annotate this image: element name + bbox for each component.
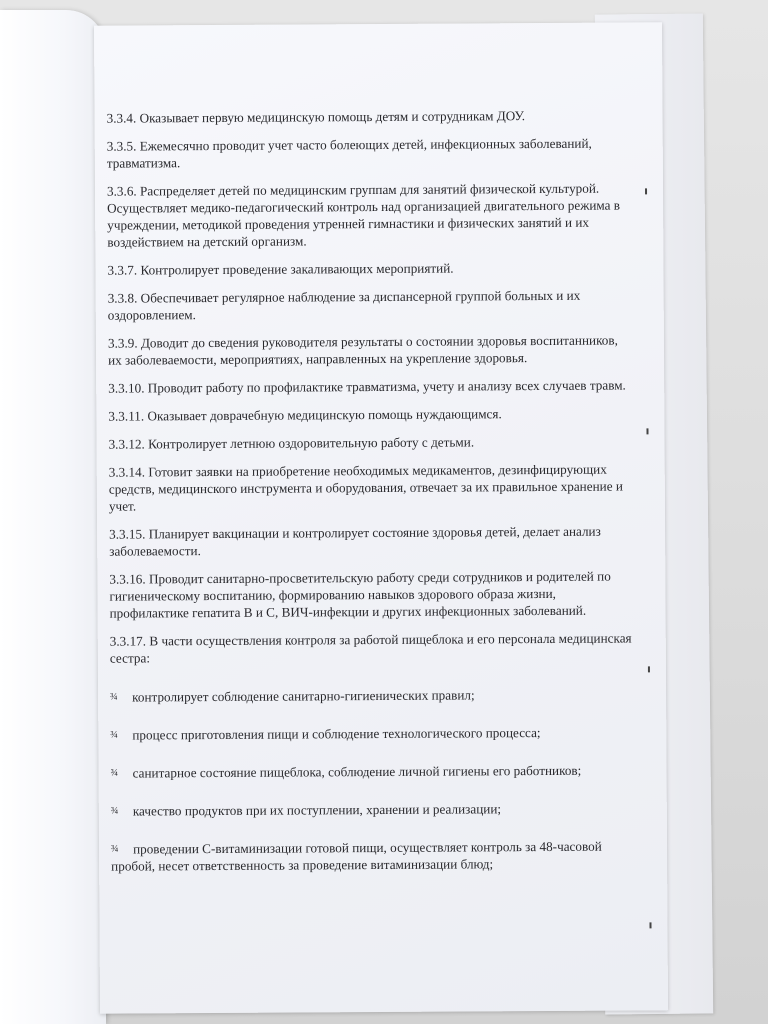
paragraph-3-3-17: 3.3.17. В части осуществления контроля за работой пищеблока и его персонала медицинская сестра: (109, 630, 632, 666)
bullet-marker: ¾ (110, 767, 119, 779)
paragraph-3-3-11: 3.3.11. Оказывает доврачебную медицинскую помощь нуждающимся. (108, 406, 502, 424)
margin-tick-mark (649, 922, 651, 928)
paragraph-3-3-15: 3.3.15. Планирует вакцинации и контролирует состояние здоровья детей, делает анализ заболеваемости. (109, 523, 601, 559)
paragraph-3-3-10: 3.3.10. Проводит работу по профилактике травматизма, учету и анализу всех случаев травм. (108, 377, 626, 396)
margin-tick-mark (646, 428, 648, 434)
bullet-marker: ¾ (110, 691, 118, 703)
paragraph-3-3-6: 3.3.6. Распределяет детей по медицинским группам для занятий физической культурой. Осуществляет медико-педагогический контроль над организацией двигательного режима в учреждении, методикой проведения утренней гимнастики и физических занятий и их воздействием на детский организм. (106, 180, 621, 250)
document-content (107, 106, 634, 895)
bullet-marker: ¾ (110, 805, 119, 817)
bullet-text: процесс приготовления пищи и соблюдение технологического процесса; (132, 725, 541, 743)
paragraph-3-3-9: 3.3.9. Доводит до сведения руководителя результаты о состоянии здоровья воспитанников, их заболеваемости, мероприятиях, направленных на укрепление здоровья. (107, 332, 618, 368)
bullet-marker: ¾ (110, 729, 118, 741)
paragraph-3-3-4: 3.3.4. Оказывает первую медицинскую помощь детям и сотрудникам ДОУ. (106, 108, 526, 126)
bullet-marker: ¾ (111, 843, 119, 855)
paragraph-3-3-7: 3.3.7. Контролирует проведение закаливающих мероприятий. (107, 260, 454, 278)
bullet-text: контролирует соблюдение санитарно-гигиенических правил; (132, 687, 475, 705)
list-item (111, 761, 633, 781)
bullet-text: санитарное состояние пищеблока, соблюдение личной гигиены его работников; (132, 762, 582, 781)
list-item (111, 837, 633, 874)
list-item (111, 799, 633, 819)
paragraph-3-3-14: 3.3.14. Готовит заявки на приобретение необходимых медикаментов, дезинфицирующих средств, медицинского инструмента и оборудования, отвечает за их правильное хранение и учет. (108, 461, 623, 514)
paragraph-3-3-16: 3.3.16. Проводит санитарно-просветительскую работу среди сотрудников и родителей по гигиеническому воспитанию, формированию навыков здорового образа жизни, профилактике гепатита В и С, ВИЧ-инфекции и других инфекционных заболеваний. (109, 568, 611, 621)
paragraph-3-3-5: 3.3.5. Ежемесячно проводит учет часто болеющих детей, инфекционных заболеваний, травматизма. (106, 135, 592, 171)
bullet-text: проведении С-витаминизации готовой пищи, осуществляет контроль за 48-часовой пробой, несет ответственность за проведение витаминизации блюд; (111, 838, 602, 874)
paragraph-3-3-8: 3.3.8. Обеспечивает регулярное наблюдение за диспансерной группой больных и их оздоровлением. (107, 287, 581, 323)
margin-tick-mark (648, 666, 650, 672)
document-page (94, 22, 668, 1013)
list-item (110, 685, 632, 705)
margin-tick-mark (645, 188, 647, 194)
bullet-text: качество продуктов при их поступлении, хранении и реализации; (132, 801, 502, 819)
left-page (0, 10, 106, 1024)
list-item (110, 723, 632, 743)
paragraph-3-3-12: 3.3.12. Контролирует летнюю оздоровительную работу с детьми. (108, 434, 475, 452)
